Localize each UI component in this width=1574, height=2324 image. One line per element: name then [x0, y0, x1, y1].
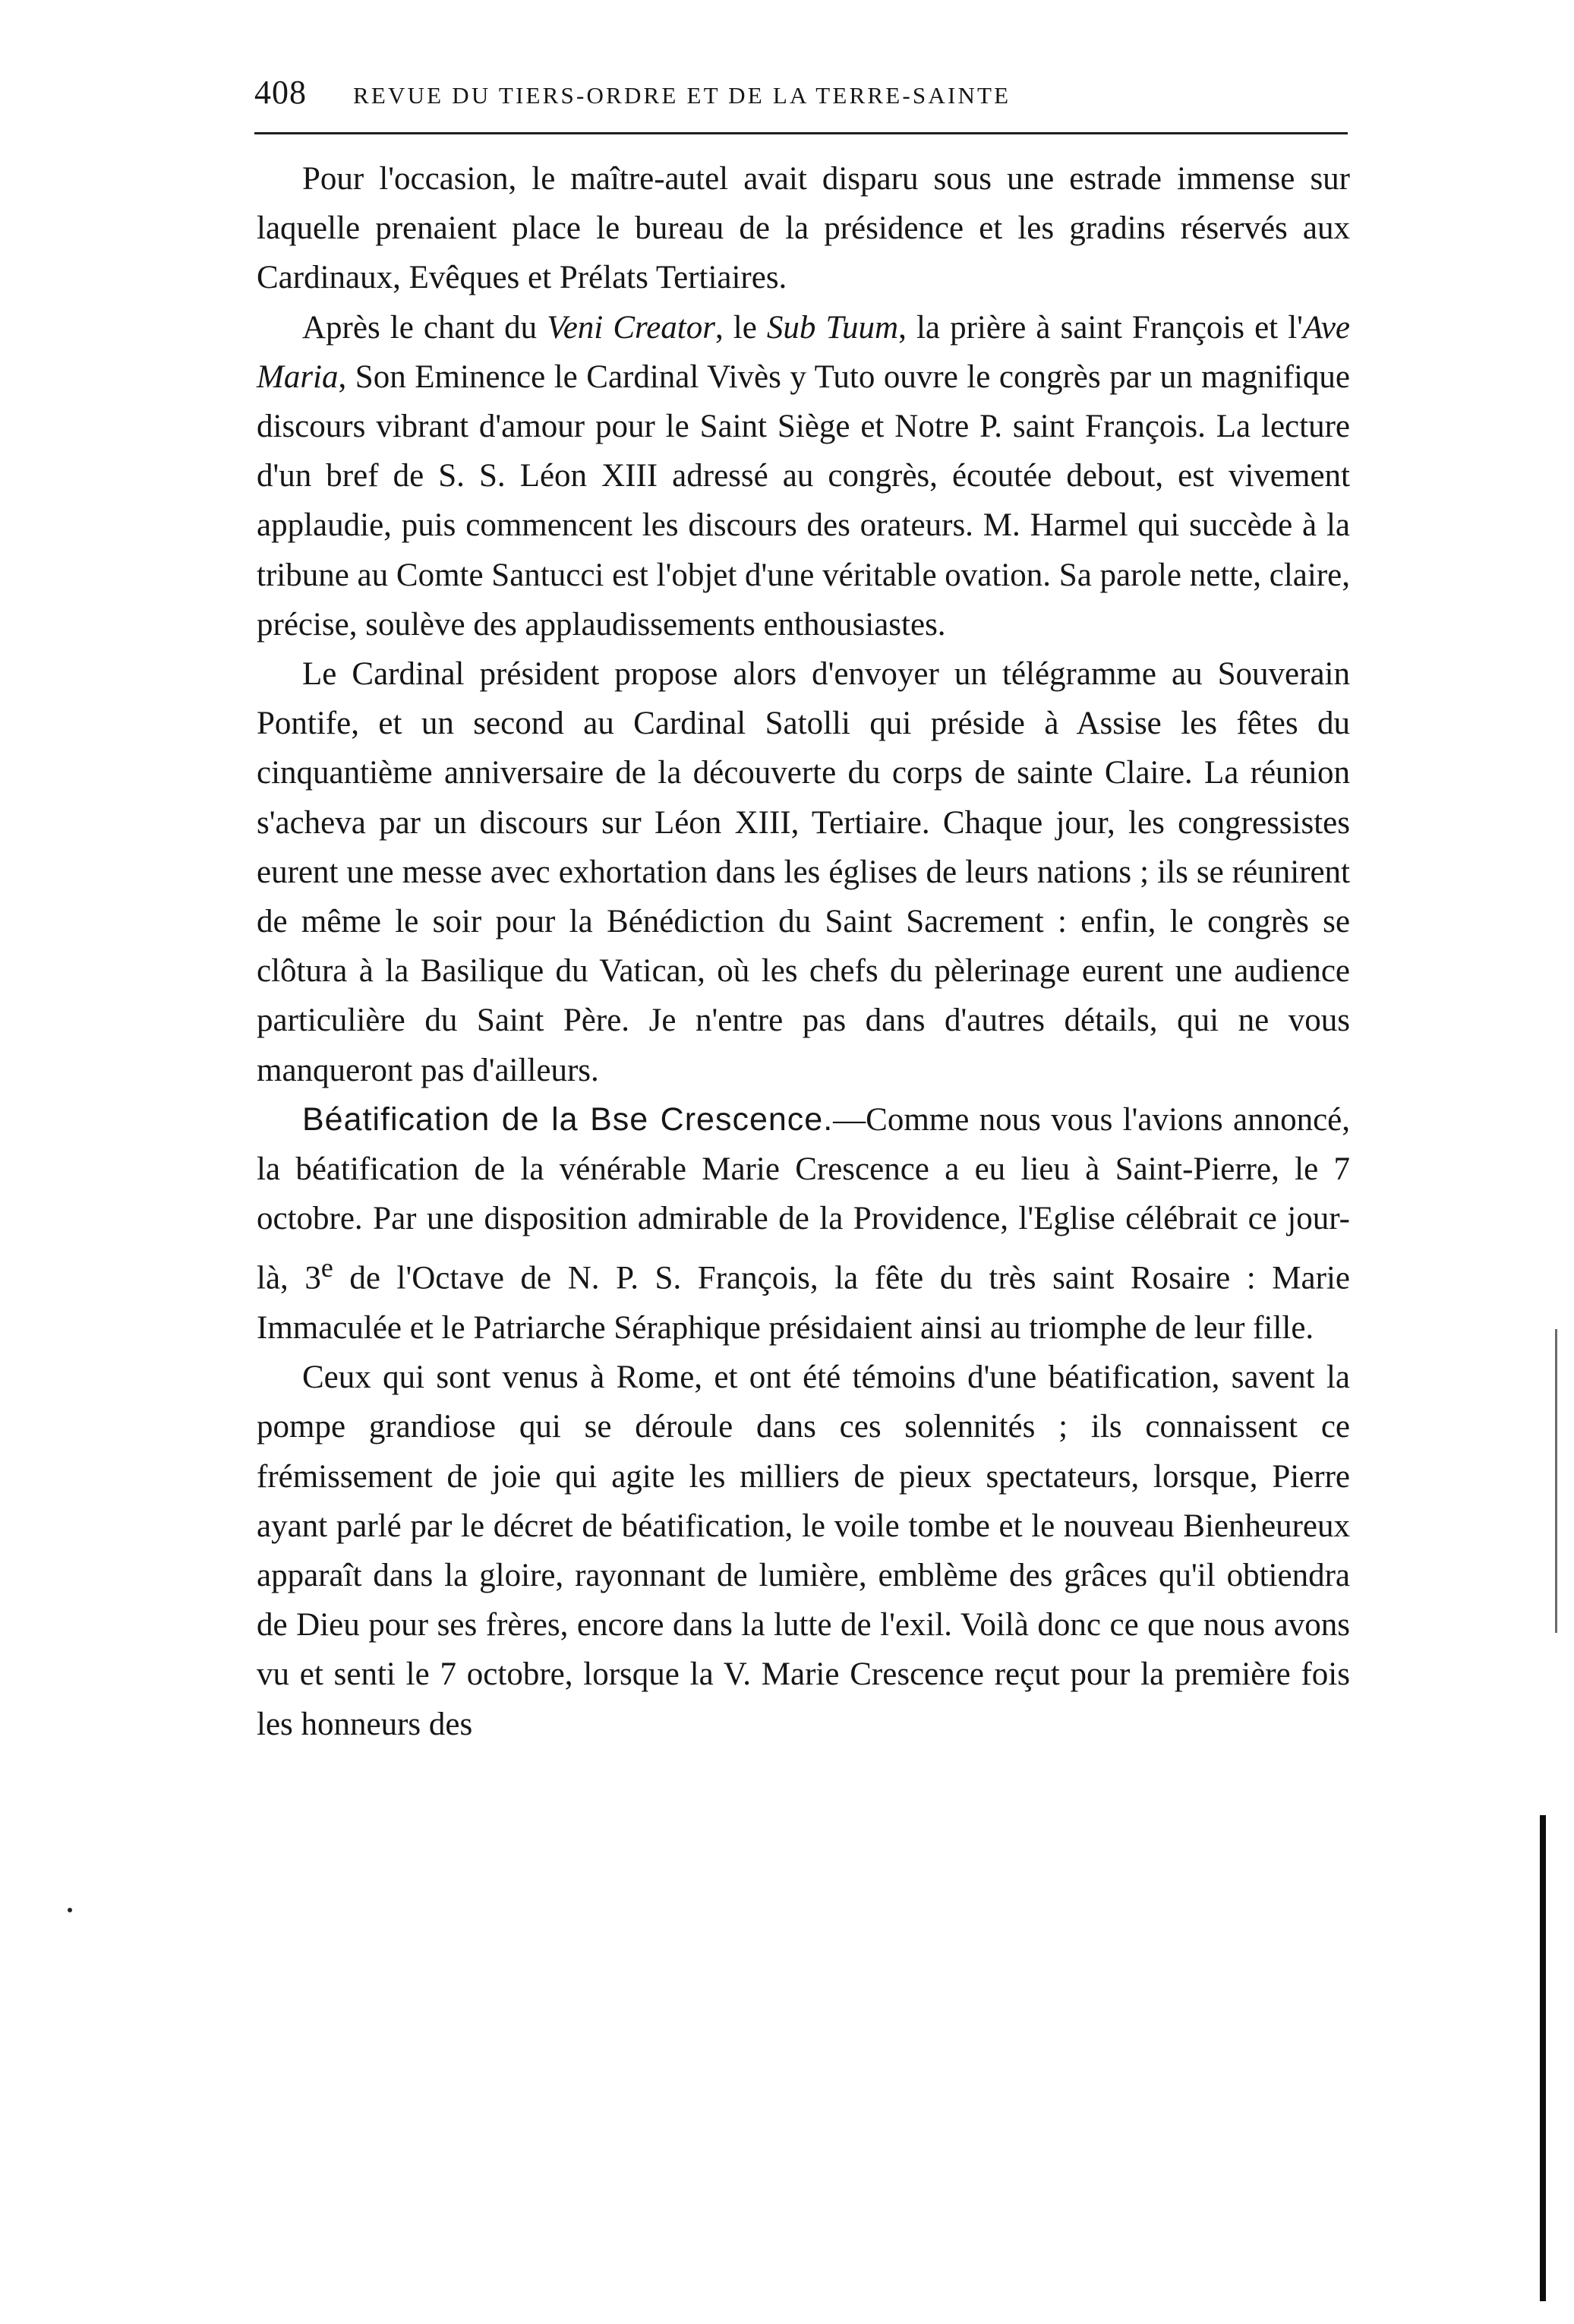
paragraph-ceremonie: Ceux qui sont venus à Rome, et ont été témoins d'une béatification, savent la pompe grandiose qui se déroule dans ces solennités ; ils connaissent ce frémissement de joie qui agite les milliers de pieux spectateurs, lorsque, Pierre ayant parlé par le décret de béatification, le voile tombe et le nouveau Bienheureux apparaît dans la gloire, rayonnant de lumière, emblème des grâces qu'il obtiendra de Dieu pour ses frères, encore dans la lutte de l'exil. Voilà donc ce que nous avons vu et senti le 7 octobre, lorsque la V. Marie Crescence reçut pour la première fois les honneurs des — [257, 1359, 1350, 1742]
text-run: —Comme nous vous l'avions annoncé, la béatification de la vénérable Marie Crescence a eu lieu à Saint-Pierre, le 7 octobre. Par une disposition admirable de la Providence, l'Eglise célébrait ce jour-là, 3 — [257, 1101, 1350, 1296]
text-run: , la prière à saint François et l' — [898, 309, 1303, 346]
text-run: de l'Octave de N. P. S. François, la fête du très saint Rosaire : Marie Immaculée et le Patriarche Séraphique présidaient ainsi au triomphe de leur fille. — [257, 1260, 1350, 1346]
page-number: 408 — [254, 74, 307, 111]
paragraph-beatification — [257, 1095, 1350, 1353]
body-text — [257, 154, 1350, 1749]
scan-margin-line — [1555, 1329, 1557, 1633]
header-rule — [254, 132, 1348, 134]
paragraph-congres-opening — [257, 303, 1350, 649]
text-run: Après le chant du — [302, 309, 547, 346]
superscript: e — [320, 1252, 333, 1284]
title-veni-creator: Veni Creator — [547, 309, 715, 346]
running-title: REVUE DU TIERS-ORDRE ET DE LA TERRE-SAINTE — [353, 82, 1011, 109]
scan-speck — [68, 1908, 72, 1912]
title-sub-tuum: Sub Tuum — [766, 309, 899, 346]
paragraph-estrade: Pour l'occasion, le maître-autel avait disparu sous une estrade immense sur laquelle prenaient place le bureau de la présidence et les gradins réservés aux Cardinaux, Evêques et Prélats Tertiaires. — [257, 161, 1350, 296]
running-header — [254, 73, 1348, 118]
section-heading: Béatification de la Bse Crescence. — [302, 1100, 834, 1138]
text-run: , le — [714, 309, 767, 346]
text-run: , Son Eminence le Cardinal Vivès y Tuto ouvre le congrès par un magnifique discours vibrant d'amour pour le Saint Siège et Notre P. saint François. La lecture d'un bref de S. S. Léon XIII adressé au congrès, écoutée debout, est vivement applaudie, puis commencent les discours des orateurs. M. Harmel qui succède à la tribune au Comte Santucci est l'objet d'une véritable ovation. Sa parole nette, claire, précise, soulève des applaudissements enthousiastes. — [257, 358, 1350, 643]
title-ave-maria: Ave Maria — [257, 309, 1350, 395]
paragraph-telegramme: Le Cardinal président propose alors d'envoyer un télégramme au Souverain Pontife, et un second au Cardinal Satolli qui préside à Assise les fêtes du cinquantième anniversaire de la découverte du corps de sainte Claire. La réunion s'acheva par un discours sur Léon XIII, Tertiaire. Chaque jour, les congressistes eurent une messe avec exhortation dans les églises de leurs nations ; ils se réunirent de même le soir pour la Bénédiction du Saint Sacrement : enfin, le congrès se clôtura à la Basilique du Vatican, où les chefs du pèlerinage eurent une audience particulière du Saint Père. Je n'entre pas dans d'autres détails, qui ne vous manqueront pas d'ailleurs. — [257, 656, 1350, 1088]
scan-edge-bar — [1540, 1815, 1546, 2301]
